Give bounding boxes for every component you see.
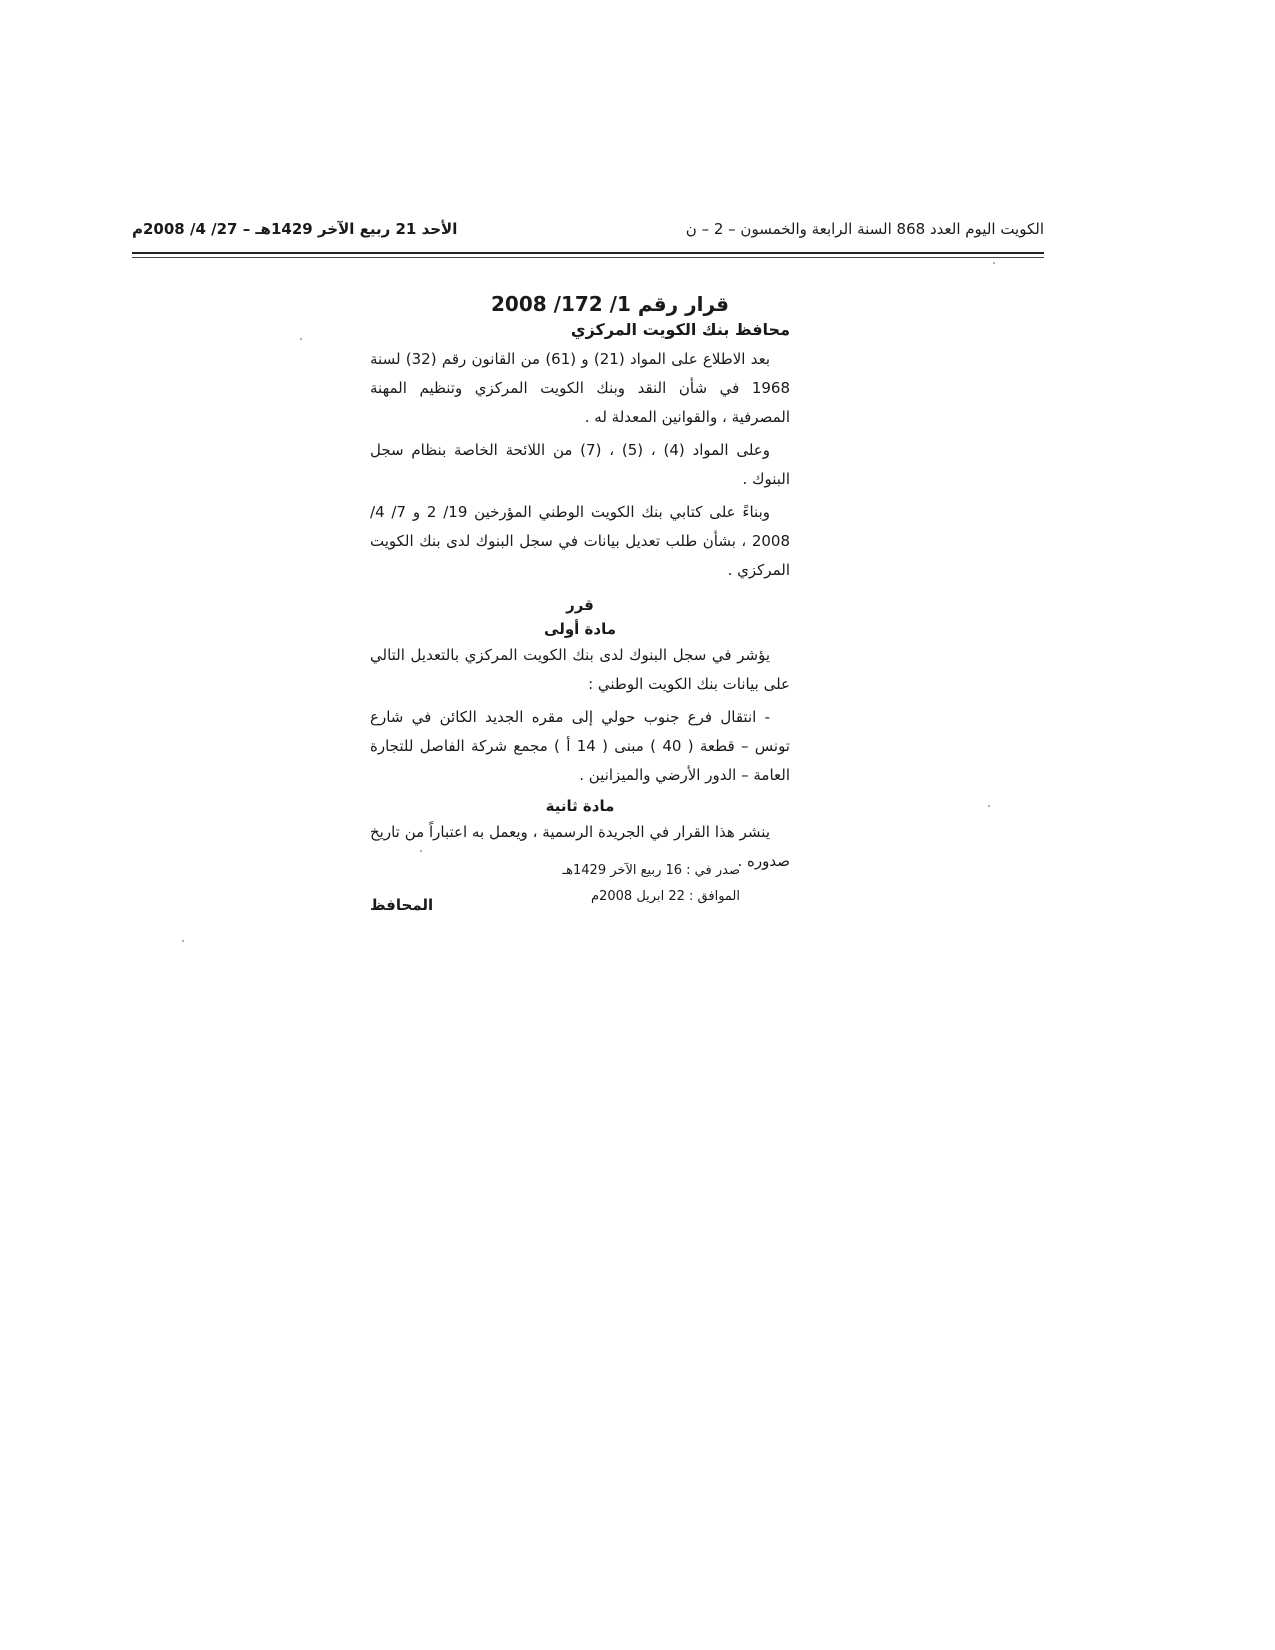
header-rule-thick xyxy=(132,252,1044,254)
header-rule-thin xyxy=(132,257,1044,258)
scan-speck xyxy=(420,850,422,852)
decision-body xyxy=(370,292,790,914)
article-2-text: ينشر هذا القرار في الجريدة الرسمية ، ويعمل به اعتباراً من تاريخ صدوره . xyxy=(370,823,790,870)
scan-speck xyxy=(300,338,302,340)
scan-speck xyxy=(993,262,995,264)
issue-date-block xyxy=(560,858,740,910)
decision-title: قرار رقم 1/ 172/ 2008 xyxy=(490,292,730,316)
preamble-paragraph: بعد الاطلاع على المواد (21) و (61) من القانون رقم (32) لسنة 1968 في شأن النقد وبنك الكويت المركزي وتنظيم المهنة المصرفية ، والقوانين المعدلة له . xyxy=(370,350,790,426)
decision-issuer: محافظ بنك الكويت المركزي xyxy=(570,320,790,339)
scan-speck xyxy=(988,805,990,807)
preamble-paragraph: وبناءً على كتابي بنك الكويت الوطني المؤرخين 19/ 2 و 7/ 4/ 2008 ، بشأن طلب تعديل بيانات في سجل البنوك لدى بنك الكويت المركزي . xyxy=(370,503,790,579)
signature-title: المحافظ xyxy=(370,896,434,914)
header-date: الأحد 21 ربيع الآخر 1429هـ – 27/ 4/ 2008م xyxy=(132,220,458,238)
article-2-heading: مادة ثانية xyxy=(545,797,615,815)
article-1-heading: مادة أولى xyxy=(544,620,616,638)
page-header xyxy=(132,216,1044,246)
issued-at: صدر في : 16 ربيع الآخر 1429هـ xyxy=(562,863,740,878)
header-issue-info: الكويت اليوم العدد 868 السنة الرابعة والخمسون – 2 – ن xyxy=(685,220,1044,238)
scan-speck xyxy=(182,940,184,942)
corresponding-date: الموافق : 22 ابريل 2008م xyxy=(591,889,740,904)
decides-heading: قرر xyxy=(566,596,594,614)
preamble-paragraph: وعلى المواد (4) ، (5) ، (7) من اللائحة الخاصة بنظام سجل البنوك . xyxy=(370,441,790,488)
article-1-item: - انتقال فرع جنوب حولي إلى مقره الجديد الكائن في شارع تونس – قطعة ( 40 ) مبنى ( 14 أ ) مجمع شركة الفاصل للتجارة العامة – الدور الأرضي والميزانين . xyxy=(370,708,790,784)
article-1-text: يؤشر في سجل البنوك لدى بنك الكويت المركزي بالتعديل التالي على بيانات بنك الكويت الوطني : xyxy=(370,646,790,693)
